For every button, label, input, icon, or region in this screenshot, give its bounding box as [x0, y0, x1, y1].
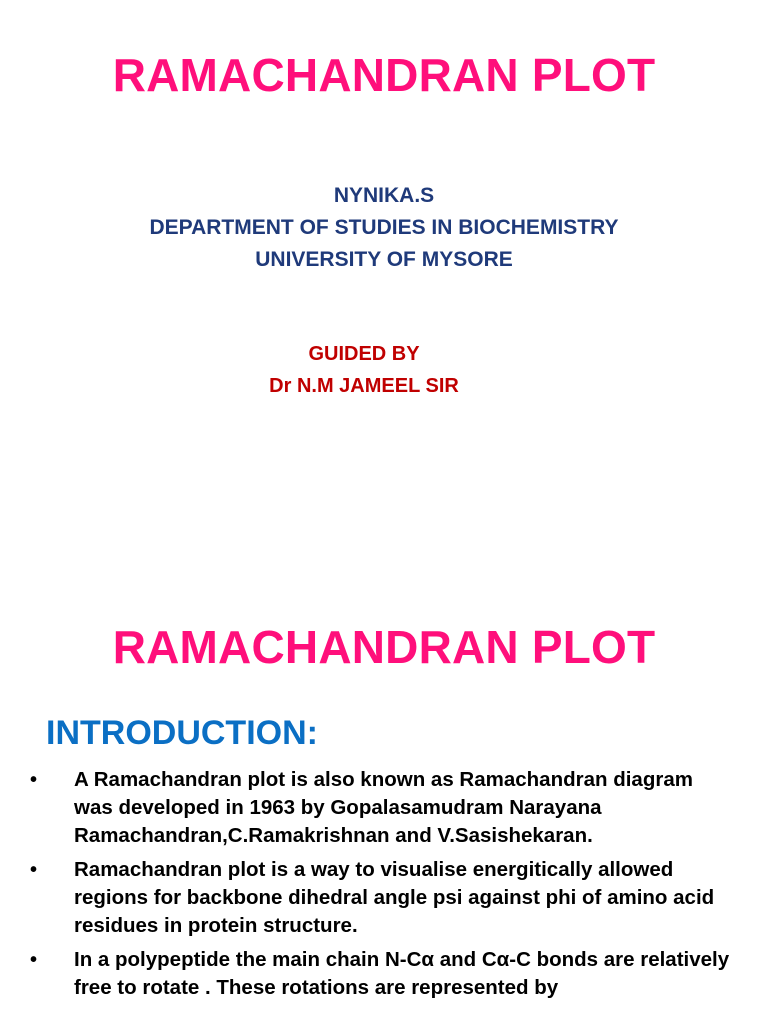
bullet-list [30, 766, 730, 1008]
bullet-item [30, 856, 730, 940]
bullet-marker: • [30, 769, 38, 791]
introduction-slide [0, 576, 768, 1024]
bullet-text: A Ramachandran plot is also known as Ramachandran diagram was developed in 1963 by Gopalasamudram Narayana Ramachandran,C.Ramakrishnan and V.Sasishekaran. [74, 768, 693, 847]
guide-block [0, 338, 728, 402]
department-name: DEPARTMENT OF STUDIES IN BIOCHEMISTRY [149, 216, 619, 239]
university-name: UNIVERSITY OF MYSORE [255, 248, 513, 271]
bullet-text: In a polypeptide the main chain N-Cα and Cα-C bonds are relatively free to rotate . These rotations are represented by [74, 948, 730, 999]
author-name: NYNIKA.S [333, 184, 435, 207]
slide-title: RAMACHANDRAN PLOT [112, 621, 656, 673]
bullet-item [30, 766, 730, 850]
section-heading: INTRODUCTION: [46, 714, 318, 752]
bullet-marker: • [30, 949, 38, 971]
bullet-marker: • [30, 859, 38, 881]
guide-name: Dr N.M JAMEEL SIR [269, 375, 459, 397]
guided-by-label: GUIDED BY [308, 343, 420, 365]
slide-title: RAMACHANDRAN PLOT [112, 49, 656, 101]
author-block [0, 180, 768, 276]
bullet-text: Ramachandran plot is a way to visualise energitically allowed regions for backbone dihedral angle psi against phi of amino acid residues in protein structure. [74, 858, 715, 937]
bullet-item [30, 946, 730, 1002]
